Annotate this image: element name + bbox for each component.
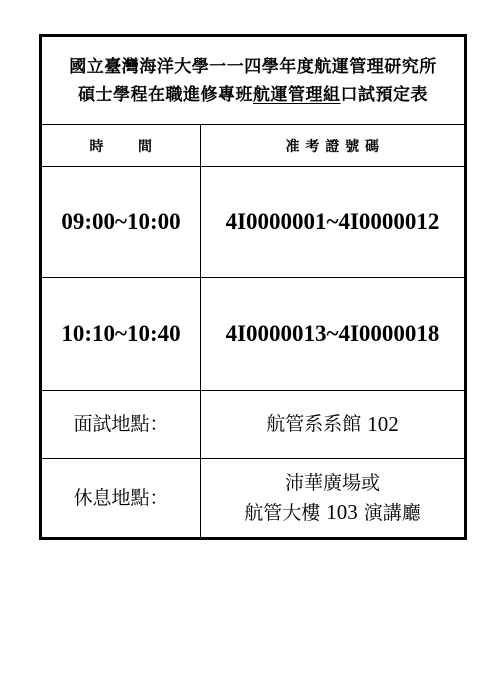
table-title [42,37,464,124]
title-line-2-suffix: 口試預定表 [340,84,428,105]
header-time-char-2: 間 [138,138,153,155]
rest-location-room: 103 [326,499,358,524]
title-line-2 [78,81,428,109]
interview-location-text: 航管系系館 [266,413,362,435]
table-row [42,277,464,390]
title-line-1: 國立臺灣海洋大學一一四學年度航運管理研究所 [69,56,437,77]
rest-location-row [42,458,464,537]
rest-location-label: 休息地點： [73,486,169,509]
row-2-time: 10:10~10:40 [61,321,181,346]
header-time-char-1: 時 [89,138,104,155]
title-underlined-group: 航運管理組 [253,84,341,105]
rest-location-line-1: 沛華廣場或 [284,471,380,494]
interview-location-label: 面試地點： [73,413,169,435]
interview-location-row [42,390,464,458]
interview-location-value [200,391,464,458]
row-1-time: 09:00~10:00 [61,209,181,234]
table-row [42,166,464,277]
header-time [42,125,200,166]
rest-location-value [200,459,464,537]
schedule-table [39,34,467,540]
title-line-2-prefix: 碩士學程在職進修專班 [78,84,253,105]
row-1-numbers: 4I0000001~4I0000012 [200,167,464,277]
row-2-numbers: 4I0000013~4I0000018 [200,278,464,390]
rest-location-line-2: 航管大樓 103 演講廳 [244,499,421,524]
interview-location-room: 102 [367,412,399,436]
header-exam-numbers: 准 考 證 號 碼 [200,125,464,166]
header-row [42,124,464,166]
